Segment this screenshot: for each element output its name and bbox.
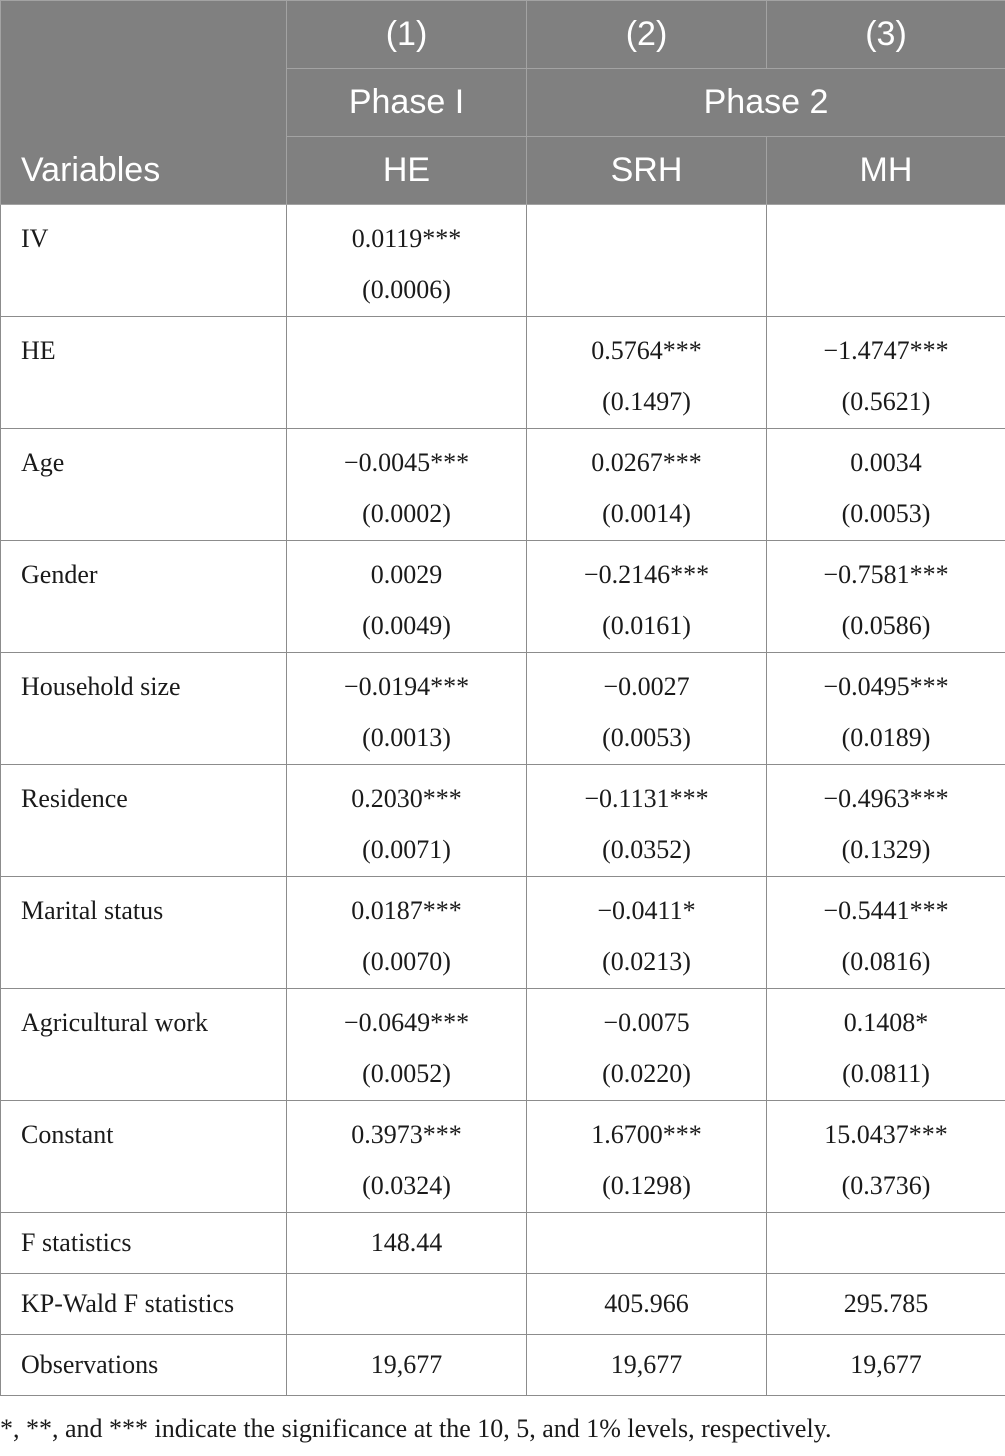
cell-c1 (287, 765, 527, 877)
stats-row (1, 1335, 1005, 1396)
table-header (1, 1, 1005, 205)
row-label (1, 429, 287, 541)
row-label-text: Marital status (21, 896, 164, 925)
cell-c1 (287, 541, 527, 653)
table-body (1, 205, 1005, 1396)
standard-error (287, 387, 526, 417)
stats-row (1, 1274, 1005, 1335)
row-label-text: IV (21, 224, 49, 253)
table-row (1, 541, 1005, 653)
cell-c2 (527, 317, 767, 429)
standard-error: (0.1329) (841, 835, 931, 864)
coefficient (287, 336, 526, 366)
col-var-1: HE (287, 137, 527, 205)
stats-value-c3 (767, 1213, 1005, 1274)
stats-label: KP-Wald F statistics (1, 1274, 287, 1335)
coefficient: 0.0029 (370, 560, 443, 589)
coefficient: −0.0411* (597, 896, 696, 925)
coefficient: −0.0495*** (823, 672, 949, 701)
cell-c1 (287, 1101, 527, 1213)
stats-value-c3: 295.785 (767, 1274, 1005, 1335)
stats-value-c1: 19,677 (287, 1335, 527, 1396)
row-label (1, 989, 287, 1101)
stats-row (1, 1213, 1005, 1274)
standard-error: (0.0070) (362, 947, 451, 976)
row-label (1, 317, 287, 429)
coefficient: −0.0045*** (343, 448, 470, 477)
standard-error (527, 275, 766, 305)
cell-c2 (527, 541, 767, 653)
significance-note: *, **, and *** indicate the significance at the 10, 5, and 1% levels, respectively. (0, 1414, 832, 1443)
cell-c2 (527, 653, 767, 765)
standard-error: (0.0213) (602, 947, 691, 976)
standard-error: (0.3736) (841, 1171, 931, 1200)
row-label (1, 653, 287, 765)
phase-2-header: Phase 2 (527, 69, 1005, 137)
standard-error: (0.0189) (841, 723, 931, 752)
standard-error: (0.5621) (841, 387, 931, 416)
cell-c3 (767, 1101, 1005, 1213)
col-number-1: (1) (287, 1, 527, 69)
cell-c2 (527, 989, 767, 1101)
standard-error: (0.0220) (602, 1059, 691, 1088)
standard-error: (0.0586) (841, 611, 931, 640)
coefficient (527, 224, 766, 254)
table-row (1, 1101, 1005, 1213)
cell-c1 (287, 317, 527, 429)
row-label-text: Residence (21, 784, 128, 813)
row-label-text: Gender (21, 560, 98, 589)
coefficient: −0.5441*** (823, 896, 949, 925)
table-row (1, 429, 1005, 541)
table-row (1, 877, 1005, 989)
coefficient: 0.0119*** (351, 224, 462, 253)
coefficient: −0.7581*** (823, 560, 949, 589)
standard-error: (0.0811) (842, 1059, 930, 1088)
row-label-text: Constant (21, 1120, 114, 1149)
standard-error: (0.0053) (602, 723, 691, 752)
coefficient: 0.0267*** (591, 448, 702, 477)
standard-error: (0.0324) (362, 1171, 451, 1200)
coefficient: 0.5764*** (591, 336, 702, 365)
coefficient: −0.0649*** (343, 1008, 470, 1037)
row-label-text: Age (21, 448, 65, 477)
coefficient: 1.6700*** (591, 1120, 702, 1149)
row-label-text: Household size (21, 672, 181, 701)
table-row (1, 653, 1005, 765)
cell-c3 (767, 429, 1005, 541)
stats-value-c1: 148.44 (287, 1213, 527, 1274)
cell-c2 (527, 765, 767, 877)
col-number-3: (3) (767, 1, 1005, 69)
table-row (1, 989, 1005, 1101)
row-label (1, 541, 287, 653)
standard-error: (0.0352) (602, 835, 691, 864)
variables-header: Variables (1, 1, 287, 205)
standard-error: (0.0049) (362, 611, 451, 640)
coefficient: −0.0027 (603, 672, 690, 701)
row-label (1, 877, 287, 989)
stats-value-c2: 19,677 (527, 1335, 767, 1396)
standard-error: (0.0002) (362, 499, 451, 528)
coefficient: −0.2146*** (583, 560, 710, 589)
cell-c3 (767, 205, 1005, 317)
cell-c1 (287, 653, 527, 765)
standard-error (767, 275, 1005, 305)
row-label (1, 1101, 287, 1213)
cell-c3 (767, 541, 1005, 653)
col-var-2: SRH (527, 137, 767, 205)
table-row (1, 765, 1005, 877)
coefficient: 0.1408* (843, 1008, 929, 1037)
cell-c2 (527, 205, 767, 317)
coefficient: −1.4747*** (823, 336, 949, 365)
standard-error: (0.0014) (602, 499, 691, 528)
cell-c3 (767, 653, 1005, 765)
cell-c3 (767, 989, 1005, 1101)
cell-c3 (767, 317, 1005, 429)
row-label-text: HE (21, 336, 56, 365)
cell-c3 (767, 765, 1005, 877)
cell-c1 (287, 989, 527, 1101)
stats-value-c2: 405.966 (527, 1274, 767, 1335)
standard-error: (0.1497) (602, 387, 691, 416)
stats-value-c3: 19,677 (767, 1335, 1005, 1396)
cell-c3 (767, 877, 1005, 989)
coefficient: −0.1131*** (584, 784, 709, 813)
cell-c1 (287, 877, 527, 989)
stats-label: F statistics (1, 1213, 287, 1274)
coefficient: 0.0187*** (351, 896, 462, 925)
table-row (1, 317, 1005, 429)
coefficient: −0.0194*** (343, 672, 470, 701)
phase-1-header: Phase I (287, 69, 527, 137)
standard-error: (0.0013) (362, 723, 451, 752)
standard-error: (0.0816) (841, 947, 931, 976)
table-row (1, 205, 1005, 317)
stats-value-c2 (527, 1213, 767, 1274)
standard-error: (0.0161) (602, 611, 691, 640)
coefficient: −0.4963*** (823, 784, 949, 813)
cell-c2 (527, 877, 767, 989)
coefficient: 0.3973*** (351, 1120, 462, 1149)
cell-c1 (287, 429, 527, 541)
coefficient (767, 224, 1005, 254)
coefficient: 15.0437*** (824, 1120, 948, 1149)
row-label-text: Agricultural work (21, 1008, 209, 1037)
coefficient: −0.0075 (603, 1008, 690, 1037)
header-row-numbers (1, 1, 1005, 69)
coefficient: 0.0034 (850, 448, 922, 477)
standard-error: (0.0053) (841, 499, 931, 528)
coefficient: 0.2030*** (351, 784, 462, 813)
col-var-3: MH (767, 137, 1005, 205)
stats-value-c1 (287, 1274, 527, 1335)
standard-error: (0.0071) (362, 835, 451, 864)
standard-error: (0.1298) (602, 1171, 691, 1200)
standard-error: (0.0006) (362, 275, 451, 304)
col-number-2: (2) (527, 1, 767, 69)
standard-error: (0.0052) (362, 1059, 451, 1088)
cell-c2 (527, 429, 767, 541)
stats-label: Observations (1, 1335, 287, 1396)
cell-c2 (527, 1101, 767, 1213)
row-label (1, 765, 287, 877)
cell-c1 (287, 205, 527, 317)
row-label (1, 205, 287, 317)
